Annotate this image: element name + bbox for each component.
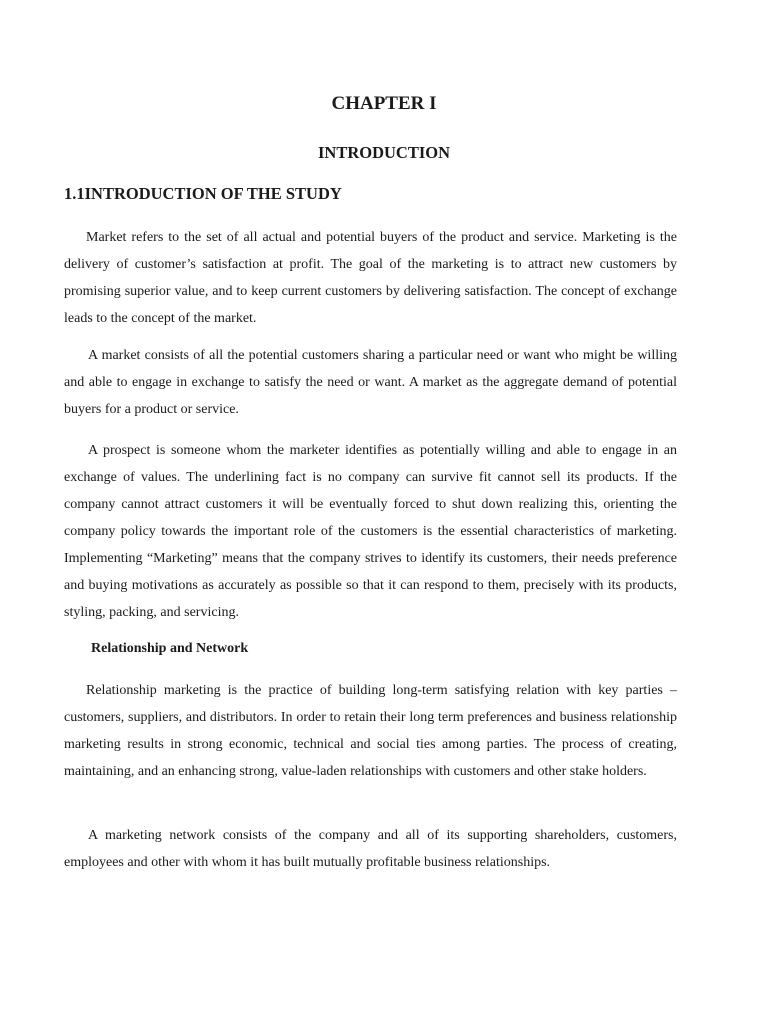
introduction-title: INTRODUCTION (317, 143, 451, 162)
paragraph-marketing-network: A marketing network consists of the company and all of its supporting shareholders, customers, employees and other with whom it has built mutually profitable business relationships. (64, 828, 677, 870)
paragraph-market-consists: A market consists of all the potential customers sharing a particular need or want who might be willing and able to engage in exchange to satisfy the need or want. A market as the aggregate demand of potential buyers for a product or service. (64, 348, 677, 417)
relationship-network-heading: Relationship and Network (91, 641, 249, 656)
section-heading: 1.1INTRODUCTION OF THE STUDY (64, 184, 342, 203)
chapter-title: CHAPTER I (331, 93, 437, 114)
paragraph-market-definition: Market refers to the set of all actual and potential buyers of the product and service. Marketing is the delivery of customer’s satisfaction at profit. The goal of the marketing is to attract new customers by promising superior value, and to keep current customers by delivering satisfaction. The concept of exchange leads to the concept of the market. (64, 230, 677, 326)
paragraph-relationship-marketing: Relationship marketing is the practice of building long-term satisfying relation with key parties – customers, suppliers, and distributors. In order to retain their long term preferences and business relationship marketing results in strong economic, technical and social ties among parties. The process of creating, maintaining, and an enhancing strong, value-laden relationships with customers and other stake holders. (64, 683, 677, 779)
paragraph-prospect: A prospect is someone whom the marketer identifies as potentially willing and able to engage in an exchange of values. The underlining fact is no company can survive fit cannot sell its products. If the company cannot attract customers it will be eventually forced to shut down realizing this, orienting the company policy towards the important role of the customers is the essential characteristics of marketing. Implementing “Marketing” means that the company strives to identify its customers, their needs preference and buying motivations as accurately as possible so that it can respond to them, precisely with its products, styling, packing, and servicing. (64, 443, 677, 620)
